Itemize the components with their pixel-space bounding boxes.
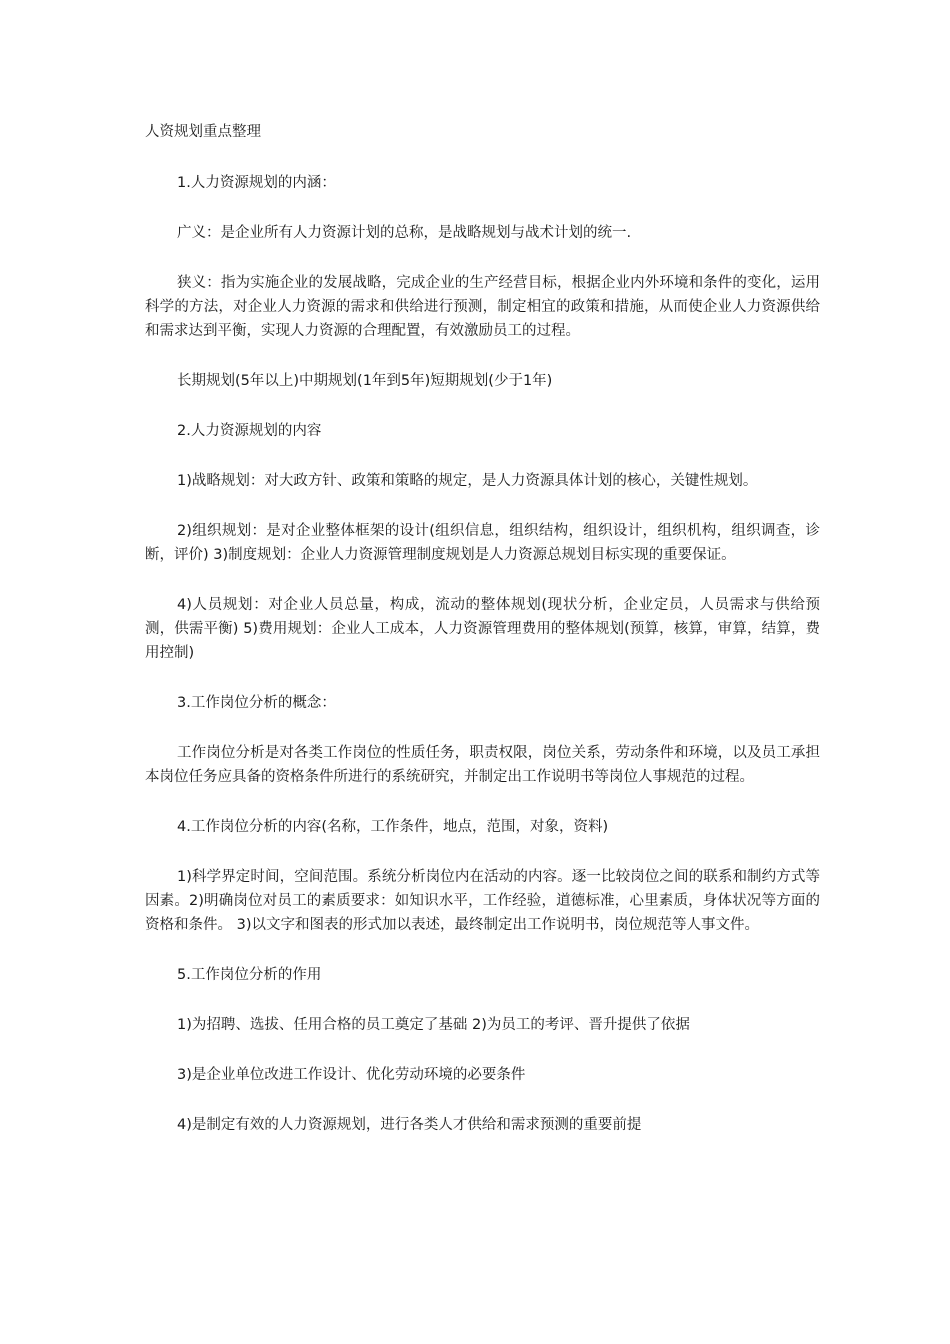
- document-title: 人资规划重点整理: [145, 124, 261, 140]
- paragraph-job-analysis-content-heading: 4.工作岗位分析的内容(名称，工作条件，地点，范围，对象，资料): [177, 819, 609, 835]
- document-body: [145, 120, 820, 1163]
- paragraph-planning-terms: 长期规划(5年以上)中期规划(1年到5年)短期规划(少于1年): [177, 373, 553, 389]
- paragraph-job-analysis-role-heading: 5.工作岗位分析的作用: [177, 967, 322, 983]
- paragraph-personnel-planning: 4)人员规划：对企业人员总量，构成，流动的整体规划(现状分析，企业定员，人员需求与供给预测，供需平衡) 5)费用规划：企业人工成本，人力资源管理费用的整体规划(预算，核算，审算，结算，费用控制): [145, 597, 820, 661]
- paragraph-strategic-planning: 1)战略规划：对大政方针、政策和策略的规定，是人力资源具体计划的核心，关键性规划。: [177, 473, 758, 489]
- paragraph-content-heading: 2.人力资源规划的内容: [177, 423, 322, 439]
- paragraph-role-item-4: 4)是制定有效的人力资源规划，进行各类人才供给和需求预测的重要前提: [177, 1117, 642, 1133]
- paragraph-broad-definition: 广义：是企业所有人力资源计划的总称，是战略规划与战术计划的统一.: [177, 225, 632, 241]
- paragraph-job-analysis-content: 1)科学界定时间，空间范围。系统分析岗位内在活动的内容。逐一比较岗位之间的联系和制约方式等因素。2)明确岗位对员工的素质要求：如知识水平，工作经验，道德标准，心里素质，身体状况等方面的资格和条件。 3)以文字和图表的形式加以表述，最终制定出工作说明书，岗位规范等人事文件。: [145, 869, 820, 933]
- paragraph-role-item-3: 3)是企业单位改进工作设计、优化劳动环境的必要条件: [177, 1067, 526, 1083]
- paragraph-definition-heading: 1.人力资源规划的内涵：: [177, 175, 336, 191]
- paragraph-organization-planning: 2)组织规划：是对企业整体框架的设计(组织信息，组织结构，组织设计，组织机构，组织调查，诊断，评价) 3)制度规划：企业人力资源管理制度规划是人力资源总规划目标实现的重要保证。: [145, 523, 820, 563]
- paragraph-role-item-1-2: 1)为招聘、选拔、任用合格的员工奠定了基础 2)为员工的考评、晋升提供了依据: [177, 1017, 690, 1033]
- paragraph-job-analysis-heading: 3.工作岗位分析的概念：: [177, 695, 336, 711]
- paragraph-narrow-definition: 狭义：指为实施企业的发展战略，完成企业的生产经营目标，根据企业内外环境和条件的变化，运用科学的方法，对企业人力资源的需求和供给进行预测，制定相宜的政策和措施，从而使企业人力资源供给和需求达到平衡，实现人力资源的合理配置，有效激励员工的过程。: [145, 275, 820, 339]
- paragraph-job-analysis-concept: 工作岗位分析是对各类工作岗位的性质任务，职责权限，岗位关系，劳动条件和环境，以及员工承担本岗位任务应具备的资格条件所进行的系统研究，并制定出工作说明书等岗位人事规范的过程。: [145, 745, 820, 785]
